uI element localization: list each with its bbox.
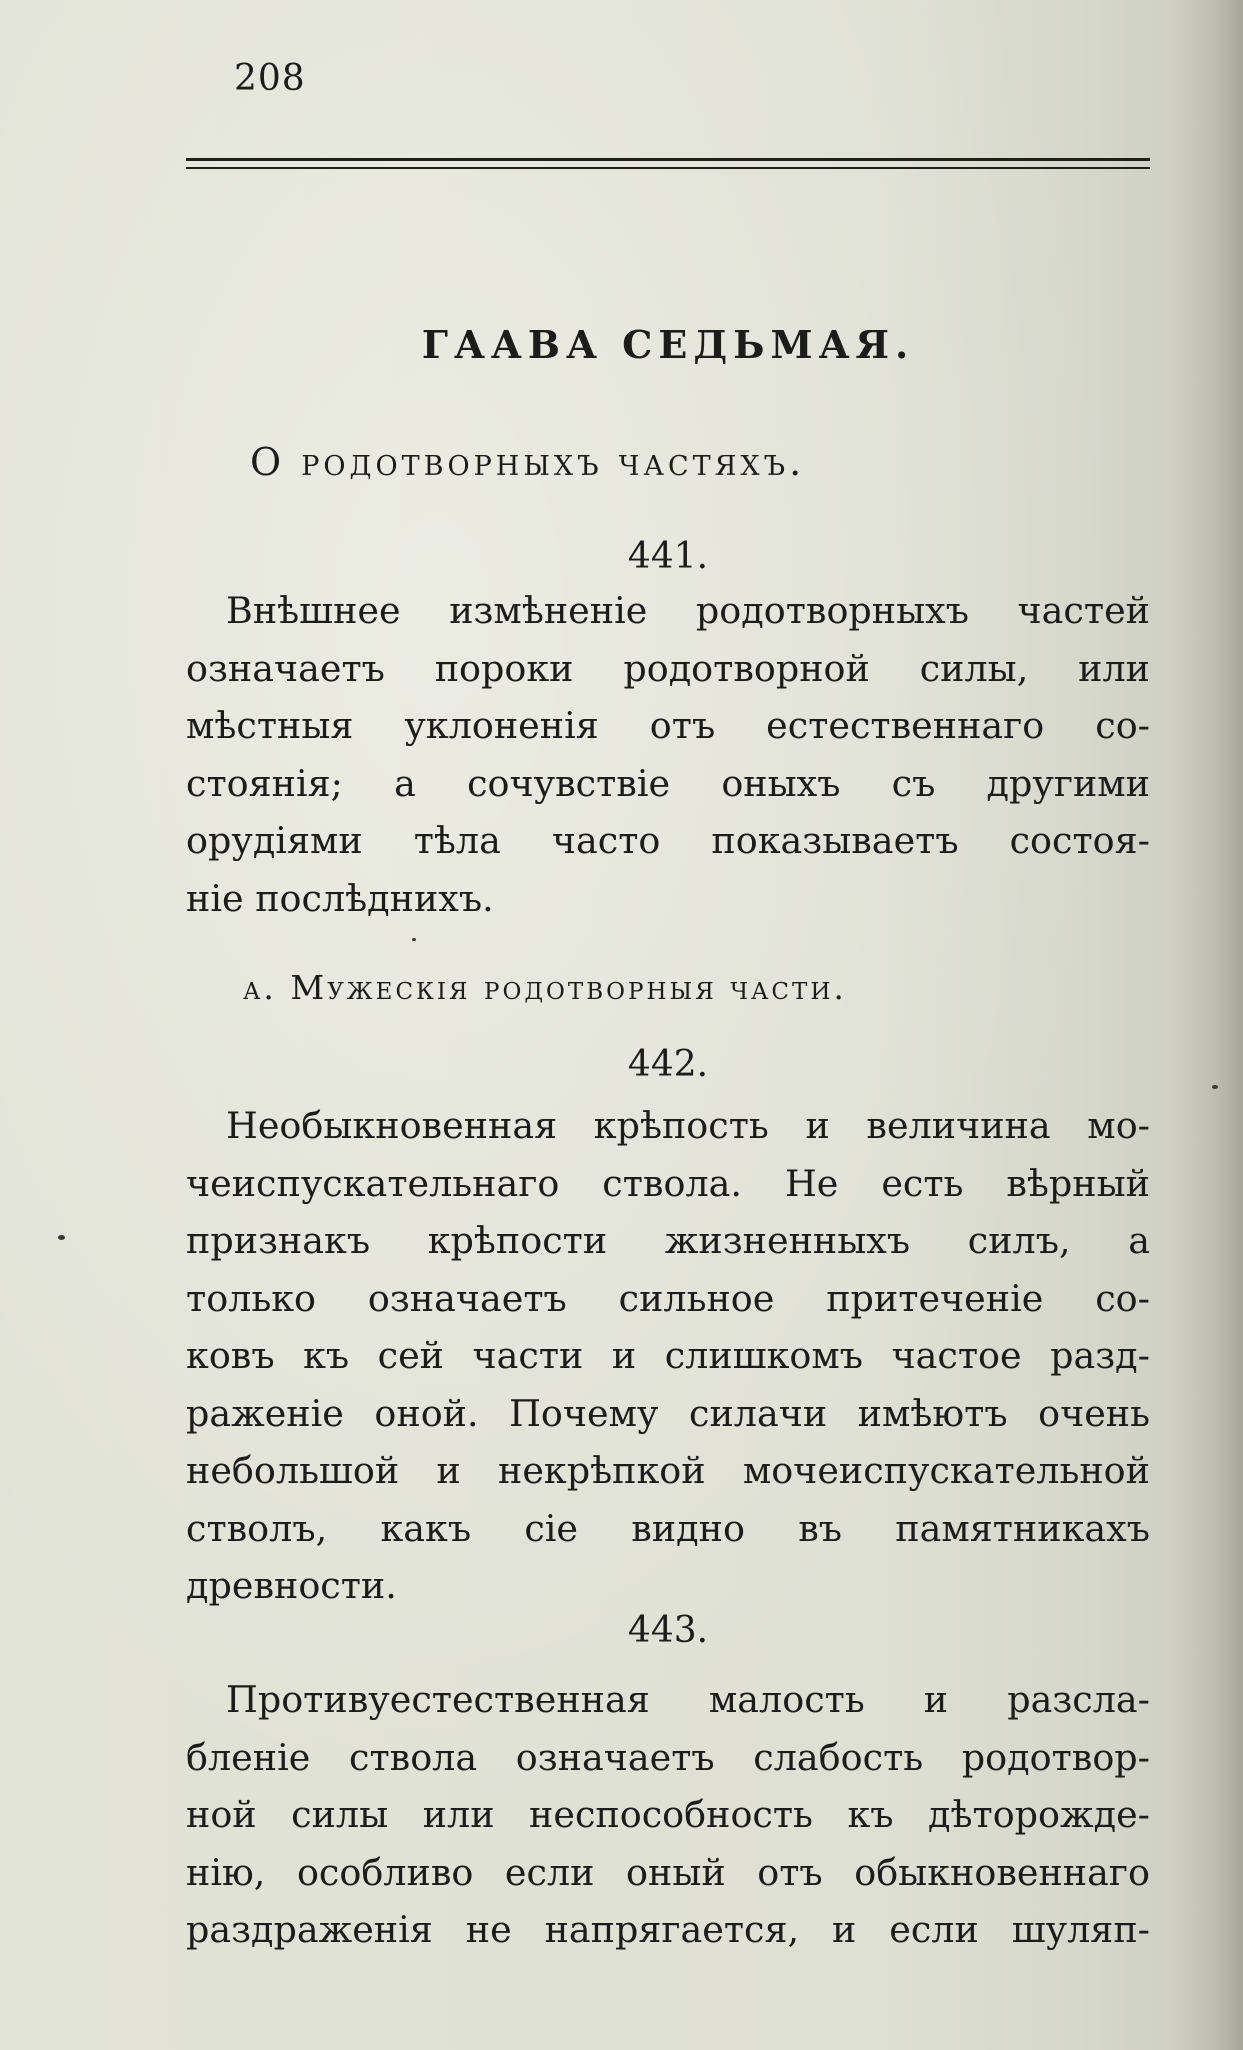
ink-speck <box>1212 1085 1218 1089</box>
text-line: небольшой и некрѣпкой мочеиспускательной <box>186 1449 1150 1492</box>
text-line: стволъ, какъ сіе видно въ памятникахъ <box>186 1506 1150 1550</box>
text-line: означаетъ пороки родотворной силы, или <box>186 646 1150 690</box>
text-line: нію, особливо если оный отъ обыкновеннаго <box>186 1850 1150 1894</box>
text-line: орудіями тѣла часто показываетъ состоя- <box>186 819 1150 862</box>
text-line: мѣстныя уклоненія отъ естественнаго со- <box>186 704 1150 747</box>
paragraph-number-442: 442. <box>627 1044 709 1085</box>
text-line: чеиспускательнаго ствола. Не есть вѣрный <box>186 1161 1150 1205</box>
paragraph-number-441: 441. <box>627 536 709 577</box>
text-line: бленіе ствола означаетъ слабость родотвор- <box>186 1735 1150 1779</box>
header-rule-thin <box>186 167 1150 169</box>
text-line: признакъ крѣпости жизненныхъ силъ, а <box>186 1219 1150 1262</box>
text-line: раженіе оной. Почему силачи имѣютъ очень <box>186 1391 1150 1435</box>
text-line: Противуестественная малость и разсла- <box>226 1678 1150 1721</box>
text-line: древности. <box>186 1564 397 1607</box>
header-rule-thick <box>186 158 1150 161</box>
page-number: 208 <box>234 58 306 99</box>
text-line: стоянія; а сочувствіе оныхъ съ другими <box>186 761 1150 805</box>
paragraph-number-443: 443. <box>627 1610 709 1651</box>
section-title: О родотворныхъ частяхъ. <box>250 440 806 484</box>
text-line: только означаетъ сильное притеченіе со- <box>186 1276 1150 1320</box>
text-line: ніе послѣднихъ. <box>186 876 494 920</box>
text-line: ковъ къ сей части и слишкомъ частое разд- <box>186 1334 1150 1377</box>
ink-speck <box>58 1235 65 1240</box>
paragraph-441 <box>186 582 1150 927</box>
subsection-title: а. Мужескія родотворныя части. <box>243 968 847 1007</box>
ink-speck <box>412 938 416 941</box>
text-line: Необыкновенная крѣпость и величина мо- <box>226 1104 1150 1147</box>
text-line: Внѣшнее измѣненіе родотворныхъ частей <box>226 589 1150 632</box>
text-line: ной силы или неспособность къ дѣторожде- <box>186 1793 1150 1836</box>
text-line: раздраженія не напрягается, и если шуляп- <box>186 1908 1150 1951</box>
chapter-title: ГААВА СЕДЬМАЯ. <box>421 322 915 367</box>
paragraph-443 <box>186 1671 1150 1959</box>
paragraph-442 <box>186 1097 1150 1615</box>
page-edge-shadow <box>1173 0 1243 2050</box>
